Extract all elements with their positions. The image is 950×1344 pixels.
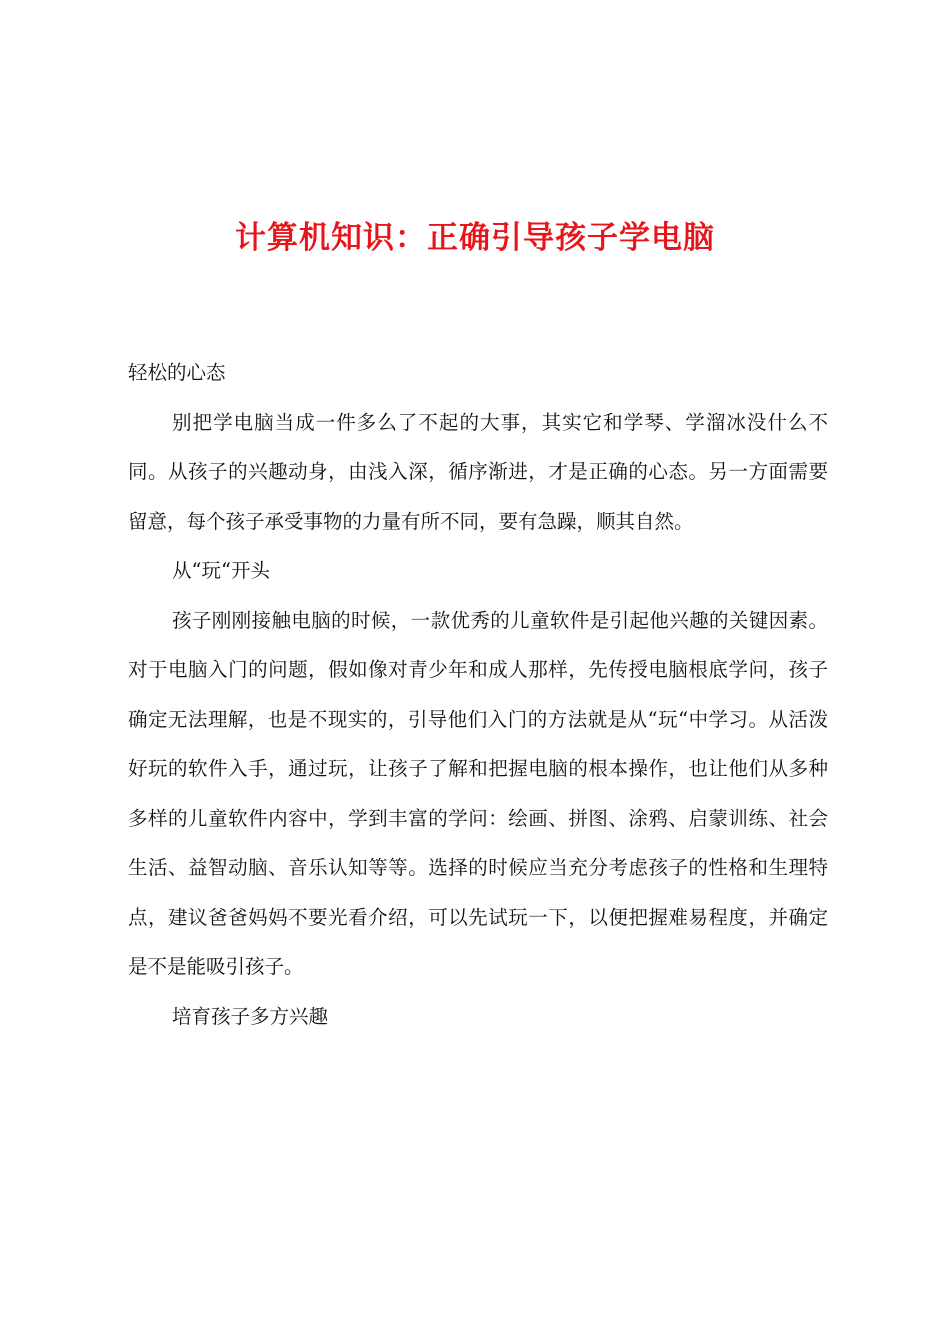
paragraph-relaxed-mindset: 别把学电脑当成一件多么了不起的大事，其实它和学琴、学溜冰没什么不同。从孩子的兴趣动身，由浅入深，循序渐进，才是正确的心态。另一方面需要留意，每个孩子承受事物的力量有所不同，要有急躁，顺其自然。 [128,410,828,533]
document-title: 计算机知识：正确引导孩子学电脑 [235,220,715,256]
section-heading-cultivate-interests: 培育孩子多方兴趣 [172,1004,329,1028]
paragraph-start-from-play: 孩子刚刚接触电脑的时候，一款优秀的儿童软件是引起他兴趣的关键因素。对于电脑入门的问题，假如像对青少年和成人那样，先传授电脑根底学问，孩子确定无法理解，也是不现实的，引导他们入门的方法就是从“玩“中学习。从活泼好玩的软件入手，通过玩，让孩子了解和把握电脑的根本操作，也让他们从多种多样的儿童软件内容中，学到丰富的学问：绘画、拼图、涂鸦、启蒙训练、社会生活、益智动脑、音乐认知等等。选择的时候应当充分考虑孩子的性格和生理特点，建议爸爸妈妈不要光看介绍，可以先试玩一下，以便把握难易程度，并确定是不是能吸引孩子。 [128,608,828,978]
document-body [128,348,828,1041]
section-heading-relaxed-mindset: 轻松的心态 [128,361,226,384]
section-heading-start-from-play: 从“玩“开头 [172,559,270,582]
